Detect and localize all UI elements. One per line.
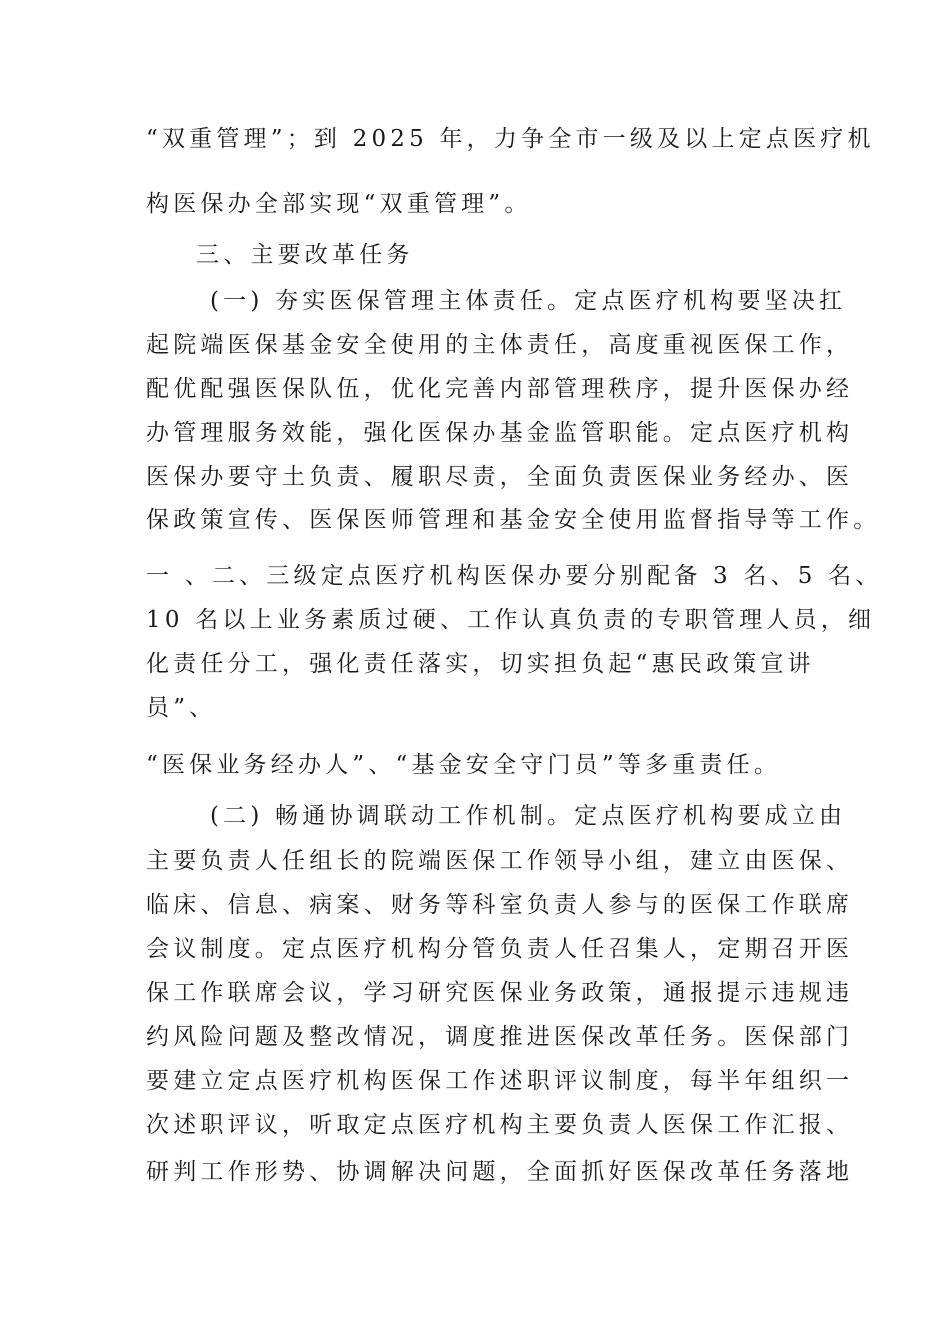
text-line-6: 配优配强医保队伍，优化完善内部管理秩序，提升医保办经 — [146, 376, 854, 402]
text-line-19: 保工作联席会议，学习研究医保业务政策，通报提示违规违 — [146, 980, 854, 1006]
text-line-7: 办管理服务效能，强化医保办基金监管职能。定点医疗机构 — [146, 420, 854, 446]
text-line-16: 主要负责人任组长的院端医保工作领导小组，建立由医保、 — [146, 848, 854, 874]
subsection-heading-1: (一) 夯实医保管理主体责任。定点医疗机构要坚决扛 — [210, 288, 847, 314]
section-heading: 三、主要改革任务 — [196, 242, 414, 268]
text-line-12: 化责任分工，强化责任落实，切实担负起“惠民政策宣讲 — [146, 651, 815, 677]
text-line-8: 医保办要守土负责、履职尽责，全面负责医保业务经办、医 — [146, 464, 854, 490]
text-line-9: 保政策宣传、医保医师管理和基金安全使用监督指导等工作。 — [146, 507, 881, 533]
text-line-17: 临床、信息、病案、财务等科室负责人参与的医保工作联席 — [146, 892, 854, 918]
text-line-20: 约风险问题及整改情况，调度推进医保改革任务。医保部门 — [146, 1024, 854, 1050]
text-line-21: 要建立定点医疗机构医保工作述职评议制度，每半年组织一 — [146, 1068, 854, 1094]
text-line-22: 次述职评议，听取定点医疗机构主要负责人医保工作汇报、 — [146, 1112, 854, 1138]
text-line-1: “双重管理”；到 2025 年，力争全市一级及以上定点医疗机 — [146, 126, 875, 152]
text-line-23: 研判工作形势、协调解决问题，全面抓好医保改革任务落地 — [146, 1159, 854, 1185]
text-line-14: “医保业务经办人”、“基金安全守门员”等多重责任。 — [146, 752, 782, 778]
subsection-heading-2: (二) 畅通协调联动工作机制。定点医疗机构要成立由 — [210, 803, 847, 829]
text-line-11: 10 名以上业务素质过硬、工作认真负责的专职管理人员，细 — [146, 607, 876, 633]
text-line-18: 会议制度。定点医疗机构分管负责人任召集人，定期召开医 — [146, 936, 854, 962]
text-line-10: 一 、二、三级定点医疗机构医保办要分别配备 3 名、5 名、 — [146, 563, 883, 589]
text-line-2: 构医保办全部实现“双重管理”。 — [146, 191, 532, 217]
text-line-13: 员”、 — [146, 695, 217, 721]
text-line-5: 起院端医保基金安全使用的主体责任，高度重视医保工作， — [146, 332, 854, 358]
